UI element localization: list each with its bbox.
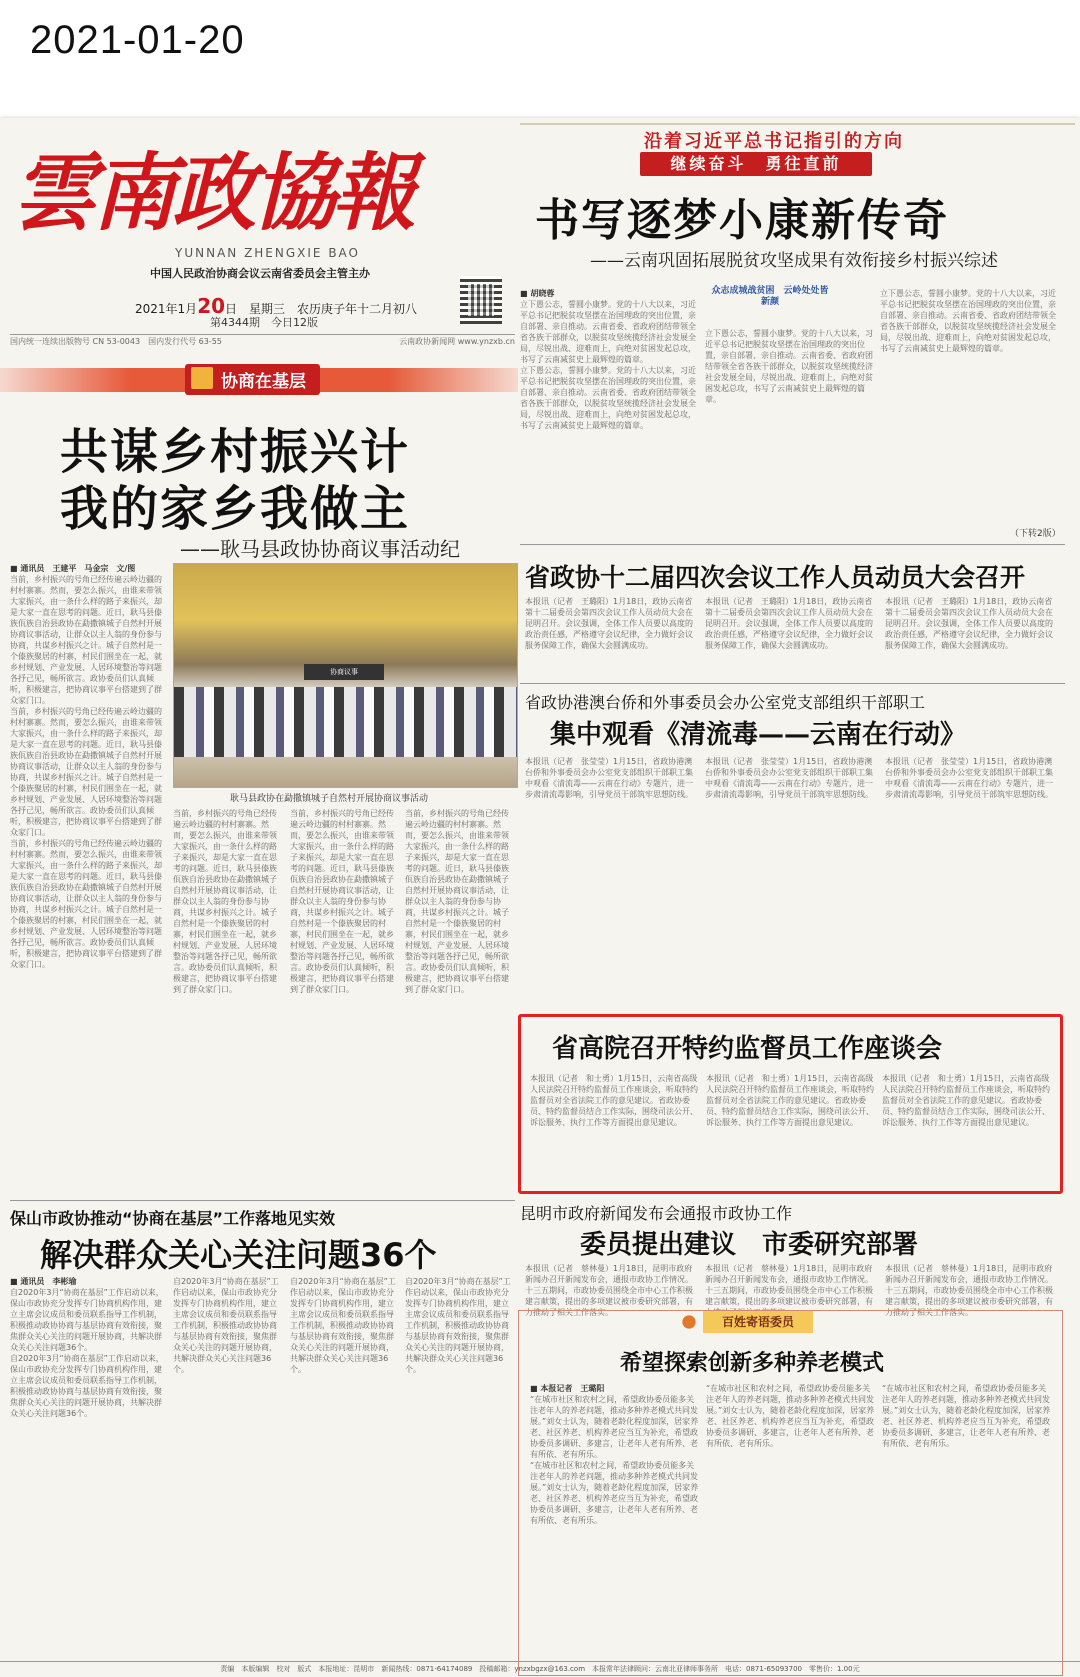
bsin-col-2: “在城市社区和农村之间，希望政协委员能多关注老年人的养老问题，推动多种养老模式共同发展。”刘女士认为，随着老龄化程度加深，居家养老、社区养老、机构养老应当互为补充，希望政协委员多调研、多建言，让老年人老有所养、老有所依、老有所乐。: [706, 1384, 875, 1448]
second-headline: 解决群众关心关注问题36个: [40, 1236, 437, 1274]
slogan-line-1: 沿着习近平总书记指引的方向: [644, 131, 904, 152]
slogan-line-2: 继续奋斗 勇往直前: [640, 152, 872, 176]
lead-headline-2: 我的家乡我做主: [60, 481, 411, 537]
news-1-col-1: 本报讯（记者 王璐阳）1月18日，政协云南省第十二届委员会第四次会议工作人员动员大会在昆明召开。会议强调，全体工作人员要以高度的政治责任感，严格遵守会议纪律，全力做好会议服务保障工作，确保大会圆满成功。: [525, 597, 693, 650]
left-divider: [10, 1200, 515, 1201]
news-2-kicker: 省政协港澳台侨和外事委员会办公室党支部组织干部职工: [525, 693, 926, 712]
lead-body-1c: 当前，乡村振兴的号角已经传遍云岭边疆的村村寨寨。然而，要怎么振兴，由谁来带领大家振兴，由一条什么样的路子来振兴，却是大家一直在思考的问题。近日，耿马县傣族佤族自治县政协在勐撒镇城子自然村开展协商议事活动，让群众以主人翁的身份参与协商，共谋乡村振兴之计。城子自然村是一个傣族聚居的村寨，村民们围坐在一起，就乡村规划、产业发展、人居环境整治等问题各抒己见，畅所欲言。政协委员们认真倾听，积极建言，把协商议事平台搭建到了群众家门口。: [10, 839, 162, 969]
right-top-headline: 书写逐梦小康新传奇: [535, 195, 949, 246]
right-top-column-2: 立下愚公志，誓圆小康梦。党的十八大以来，习近平总书记把脱贫攻坚摆在治国理政的突出位置，亲自部署、亲自推动。云南省委、省政府团结带领全省各族干部群众，以脱贫攻坚统揽经济社会发展全局，尽锐出战、迎难而上，向绝对贫困发起总攻，书写了云南减贫史上最辉煌的篇章。: [705, 329, 873, 404]
second-body-1: 自2020年3月“协商在基层”工作启动以来，保山市政协充分发挥专门协商机构作用，建立主席会议成员和委员联系指导工作机制，积极推动政协协商与基层协商有效衔接，聚焦群众关心关注的问题开展协商，共解决群众关心关注问题36个。: [10, 1288, 164, 1352]
right-top-body-1b: 立下愚公志，誓圆小康梦。党的十八大以来，习近平总书记把脱贫攻坚摆在治国理政的突出位置，亲自部署、亲自推动。云南省委、省政府团结带领全省各族干部群众，以脱贫攻坚统揽经济社会发展全局，尽锐出战、迎难而上，向绝对贫困发起总攻，书写了云南减贫史上最辉煌的篇章。: [520, 366, 696, 430]
second-byline: ■ 通讯员 李彬瑜: [10, 1277, 77, 1286]
news-3-col-1: 本报讯（记者 和士勇）1月15日，云南省高级人民法院召开特约监督员工作座谈会，听取特约监督员对全省法院工作的意见建议。省政协委员、特约监督员结合工作实际，围绕司法公开、诉讼服务、执行工作等方面提出意见建议。: [530, 1074, 698, 1127]
right-top-column-3: 立下愚公志，誓圆小康梦。党的十八大以来，习近平总书记把脱贫攻坚摆在治国理政的突出位置，亲自部署、亲自推动。云南省委、省政府团结带领全省各族干部群众，以脱贫攻坚统揽经济社会发展全局，尽锐出战、迎难而上，向绝对贫困发起总攻，书写了云南减贫史上最辉煌的篇章。: [880, 289, 1056, 353]
bsin-tag: 百姓寄语委员: [703, 1311, 813, 1333]
continued-note: （下转2版）: [1010, 529, 1061, 539]
news-2-col-3: 本报讯（记者 张莹莹）1月15日，省政协港澳台侨和外事委员会办公室党支部组织干部职工集中观看《清流毒——云南在行动》专题片，进一步肃清流毒影响，引导党员干部筑牢思想防线。: [885, 757, 1053, 799]
qr-code-icon: [460, 276, 502, 324]
lead-column-1: [10, 563, 165, 1193]
masthead-footer-right: 云南政协新闻网 www.ynzxb.cn: [399, 337, 515, 346]
news-3-headline: 省高院召开特约监督员工作座谈会: [552, 1034, 943, 1064]
photo-people: [174, 687, 517, 757]
lead-byline: ■ 通讯员 王建平 马金宗 文/图: [10, 564, 136, 573]
masthead-pinyin: YUNNAN ZHENGXIE BAO: [175, 246, 360, 260]
news-3-col-3: 本报讯（记者 和士勇）1月15日，云南省高级人民法院召开特约监督员工作座谈会，听取特约监督员对全省法院工作的意见建议。省政协委员、特约监督员结合工作实际，围绕司法公开、诉讼服务、执行工作等方面提出意见建议。: [882, 1074, 1050, 1127]
right-top-body-1: 立下愚公志，誓圆小康梦。党的十八大以来，习近平总书记把脱贫攻坚摆在治国理政的突出位置，亲自部署、亲自推动。云南省委、省政府团结带领全省各族干部群众，以脱贫攻坚统揽经济社会发展全局，尽锐出战、迎难而上，向绝对贫困发起总攻，书写了云南减贫史上最辉煌的篇章。: [520, 300, 696, 364]
lead-column-4: 当前，乡村振兴的号角已经传遍云岭边疆的村村寨寨。然而，要怎么振兴，由谁来带领大家振兴，由一条什么样的路子来振兴，却是大家一直在思考的问题。近日，耿马县傣族佤族自治县政协在勐撒镇城子自然村开展协商议事活动，让群众以主人翁的身份参与协商，共谋乡村振兴之计。城子自然村是一个傣族聚居的村寨，村民们围坐在一起，就乡村规划、产业发展、人居环境整治等问题各抒己见，畅所欲言。政协委员们认真倾听，积极建言，把协商议事平台搭建到了群众家门口。: [405, 809, 509, 994]
masthead-org: 中国人民政治协商会议云南省委员会主管主办: [150, 267, 370, 280]
news-4-kicker: 昆明市政府新闻发布会通报市政协工作: [520, 1204, 793, 1223]
news-2-headline: 集中观看《清流毒——云南在行动》: [550, 720, 967, 750]
masthead-footer-left: 国内统一连续出版物号 CN 53-0043 国内发行代号 63-55: [10, 337, 222, 346]
date-day: 20: [197, 294, 226, 318]
lead-column-3: 当前，乡村振兴的号角已经传遍云岭边疆的村村寨寨。然而，要怎么振兴，由谁来带领大家振兴，由一条什么样的路子来振兴，却是大家一直在思考的问题。近日，耿马县傣族佤族自治县政协在勐撒镇城子自然村开展协商议事活动，让群众以主人翁的身份参与协商，共谋乡村振兴之计。城子自然村是一个傣族聚居的村寨，村民们围坐在一起，就乡村规划、产业发展、人居环境整治等问题各抒己见，畅所欲言。政协委员们认真倾听，积极建言，把协商议事平台搭建到了群众家门口。: [290, 809, 394, 994]
right-divider-1: [520, 544, 1065, 545]
second-body-1b: 自2020年3月“协商在基层”工作启动以来，保山市政协充分发挥专门协商机构作用，建立主席会议成员和委员联系指导工作机制，积极推动政协协商与基层协商有效衔接，聚焦群众关心关注的问题开展协商，共解决群众关心关注问题36个。: [10, 1354, 164, 1418]
news-3-col-2: 本报讯（记者 和士勇）1月15日，云南省高级人民法院召开特约监督员工作座谈会，听取特约监督员对全省法院工作的意见建议。省政协委员、特约监督员结合工作实际，围绕司法公开、诉讼服务、执行工作等方面提出意见建议。: [706, 1074, 874, 1127]
slogan-bar: [520, 123, 1075, 125]
news-4-col-2: 本报讯（记者 蔡林曼）1月18日，昆明市政府新闻办召开新闻发布会，通报市政协工作情况。十三五期间，市政协委员围绕全市中心工作积极建言献策，提出的多项建议被市委研究部署，有: [705, 1264, 873, 1306]
second-kicker: 保山市政协推动“协商在基层”工作落地见实效: [10, 1209, 336, 1228]
right-top-byline: ■ 胡晓蓉: [520, 289, 555, 298]
lead-body-1b: 当前，乡村振兴的号角已经传遍云岭边疆的村村寨寨。然而，要怎么振兴，由谁来带领大家振兴，由一条什么样的路子来振兴，却是大家一直在思考的问题。近日，耿马县傣族佤族自治县政协在勐撒镇城子自然村开展协商议事活动，让群众以主人翁的身份参与协商，共谋乡村振兴之计。城子自然村是一个傣族聚居的村寨，村民们围坐在一起，就乡村规划、产业发展、人居环境整治等问题各抒己见，畅所欲言。政协委员们认真倾听，积极建言，把协商议事平台搭建到了群众家门口。: [10, 707, 162, 837]
second-column-2: 自2020年3月“协商在基层”工作启动以来，保山市政协充分发挥专门协商机构作用，建立主席会议成员和委员联系指导工作机制，积极推动政协协商与基层协商有效衔接，聚焦群众关心关注的问题开展协商，共解决群众关心关注问题36个。: [173, 1277, 279, 1374]
news-4-headline: 委员提出建议 市委研究部署: [580, 1230, 919, 1260]
bsin-body-1: “在城市社区和农村之间，希望政协委员能多关注老年人的养老问题，推动多种养老模式共同发展。”刘女士认为，随着老龄化程度加深，居家养老、社区养老、机构养老应当互为补充，希望政协委员多调研、多建言，让老年人老有所养、老有所依、老有所乐。: [530, 1395, 699, 1459]
masthead-title: 雲南政協報: [12, 143, 413, 242]
masthead-divider: [10, 334, 515, 335]
bsin-col-1: [530, 1383, 700, 1663]
bsin-body-1b: “在城市社区和农村之间，希望政协委员能多关注老年人的养老问题，推动多种养老模式共同发展。”刘女士认为，随着老龄化程度加深，居家养老、社区养老、机构养老应当互为补充，希望政协委员多调研、多建言，让老年人老有所养、老有所依、老有所乐。: [530, 1461, 699, 1525]
news-4-col-3: 本报讯（记者 蔡林曼）1月18日，昆明市政府新闻办召开新闻发布会，通报市政协工作情况。十三五期间，市政协委员围绕全市中心工作积极建言献策，提出的多项建议被市委研究部署，有力推动了相关工作落实。: [885, 1264, 1053, 1317]
right-top-subhead: ——云南巩固拓展脱贫攻坚成果有效衔接乡村振兴综述: [590, 251, 998, 271]
news-2-col-1: 本报讯（记者 张莹莹）1月15日，省政协港澳台侨和外事委员会办公室党支部组织干部职工集中观看《清流毒——云南在行动》专题片，进一步肃清流毒影响，引导党员干部筑牢思想防线。: [525, 757, 693, 799]
page-footer: 责编 本版编辑 校对 版式 本报地址：昆明市 新闻热线：0871-64174089 投稿邮箱：ynzxbgzx@163.com 本报常年法律顾问：云南北亚律师事务所 电话：0871-65093700 零售价：1.00元: [0, 1661, 1080, 1677]
masthead-footer: [10, 336, 515, 347]
date-prefix: 2021年1月: [135, 302, 198, 316]
date-suffix: 日 星期三 农历庚子年十二月初八: [225, 302, 418, 316]
news-1-col-3: 本报讯（记者 王璐阳）1月18日，政协云南省第十二届委员会第四次会议工作人员动员大会在昆明召开。会议强调，全体工作人员要以高度的政治责任感，严格遵守会议纪律，全力做好会议服务保障工作，确保大会圆满成功。: [885, 597, 1053, 650]
photo-banner: 协商议事: [304, 664, 384, 680]
screenshot-date: 2021-01-20: [30, 18, 245, 62]
bsin-byline: ■ 本报记者 王璐阳: [530, 1384, 605, 1393]
lead-subhead: ——耿马县政协协商议事活动纪: [180, 537, 460, 561]
photo-caption: 耿马县政协在勐撒镇城子自然村开展协商议事活动: [230, 794, 429, 804]
second-column-3: 自2020年3月“协商在基层”工作启动以来，保山市政协充分发挥专门协商机构作用，建立主席会议成员和委员联系指导工作机制，积极推动政协协商与基层协商有效衔接，聚焦群众关心关注的问题开展协商，共解决群众关心关注问题36个。: [290, 1277, 396, 1374]
lead-headline-1: 共谋乡村振兴计: [60, 424, 411, 480]
bsin-headline: 希望探索创新多种养老模式: [620, 1351, 885, 1376]
masthead-issue: 第4344期 今日12版: [210, 316, 318, 329]
second-column-1: [10, 1276, 165, 1656]
right-top-column-1: [520, 288, 700, 538]
lead-photo: [173, 563, 518, 788]
section-tag: 协商在基层: [185, 364, 320, 395]
lead-column-2: 当前，乡村振兴的号角已经传遍云岭边疆的村村寨寨。然而，要怎么振兴，由谁来带领大家振兴，由一条什么样的路子来振兴，却是大家一直在思考的问题。近日，耿马县傣族佤族自治县政协在勐撒镇城子自然村开展协商议事活动，让群众以主人翁的身份参与协商，共谋乡村振兴之计。城子自然村是一个傣族聚居的村寨，村民们围坐在一起，就乡村规划、产业发展、人居环境整治等问题各抒己见，畅所欲言。政协委员们认真倾听，积极建言，把协商议事平台搭建到了群众家门口。: [173, 809, 277, 994]
news-1-col-2: 本报讯（记者 王璐阳）1月18日，政协云南省第十二届委员会第四次会议工作人员动员大会在昆明召开。会议强调，全体工作人员要以高度的政治责任感，严格遵守会议纪律，全力做好会议服务保障工作，确保大会圆满成功。: [705, 597, 873, 650]
right-top-inset: 众志成城战贫困 云岭处处皆新颜: [711, 286, 829, 307]
news-1-headline: 省政协十二届四次会议工作人员动员大会召开: [525, 563, 1026, 592]
second-column-4: 自2020年3月“协商在基层”工作启动以来，保山市政协充分发挥专门协商机构作用，建立主席会议成员和委员联系指导工作机制，积极推动政协协商与基层协商有效衔接，聚焦群众关心关注的问题开展协商，共解决群众关心关注问题36个。: [405, 1277, 511, 1374]
lead-body-1: 当前，乡村振兴的号角已经传遍云岭边疆的村村寨寨。然而，要怎么振兴，由谁来带领大家振兴，由一条什么样的路子来振兴，却是大家一直在思考的问题。近日，耿马县傣族佤族自治县政协在勐撒镇城子自然村开展协商议事活动，让群众以主人翁的身份参与协商，共谋乡村振兴之计。城子自然村是一个傣族聚居的村寨，村民们围坐在一起，就乡村规划、产业发展、人居环境整治等问题各抒己见，畅所欲言。政协委员们认真倾听，积极建言，把协商议事平台搭建到了群众家门口。: [10, 575, 162, 705]
newspaper-page: [0, 118, 1080, 1677]
news-2-col-2: 本报讯（记者 张莹莹）1月15日，省政协港澳台侨和外事委员会办公室党支部组织干部职工集中观看《清流毒——云南在行动》专题片，进一步肃清流毒影响，引导党员干部筑牢思想防线。: [705, 757, 873, 799]
bsin-col-3: “在城市社区和农村之间，希望政协委员能多关注老年人的养老问题，推动多种养老模式共同发展。”刘女士认为，随着老龄化程度加深，居家养老、社区养老、机构养老应当互为补充，希望政协委员多调研、多建言，让老年人老有所养、老有所依、老有所乐。: [882, 1384, 1051, 1448]
right-divider-2: [520, 683, 1065, 684]
news-4-col-1: 本报讯（记者 蔡林曼）1月18日，昆明市政府新闻办召开新闻发布会，通报市政协工作情况。十三五期间，市政协委员围绕全市中心工作积极建言献策，提出的多项建议被市委研究部署，有力推动了相关工作落实。: [525, 1264, 693, 1317]
